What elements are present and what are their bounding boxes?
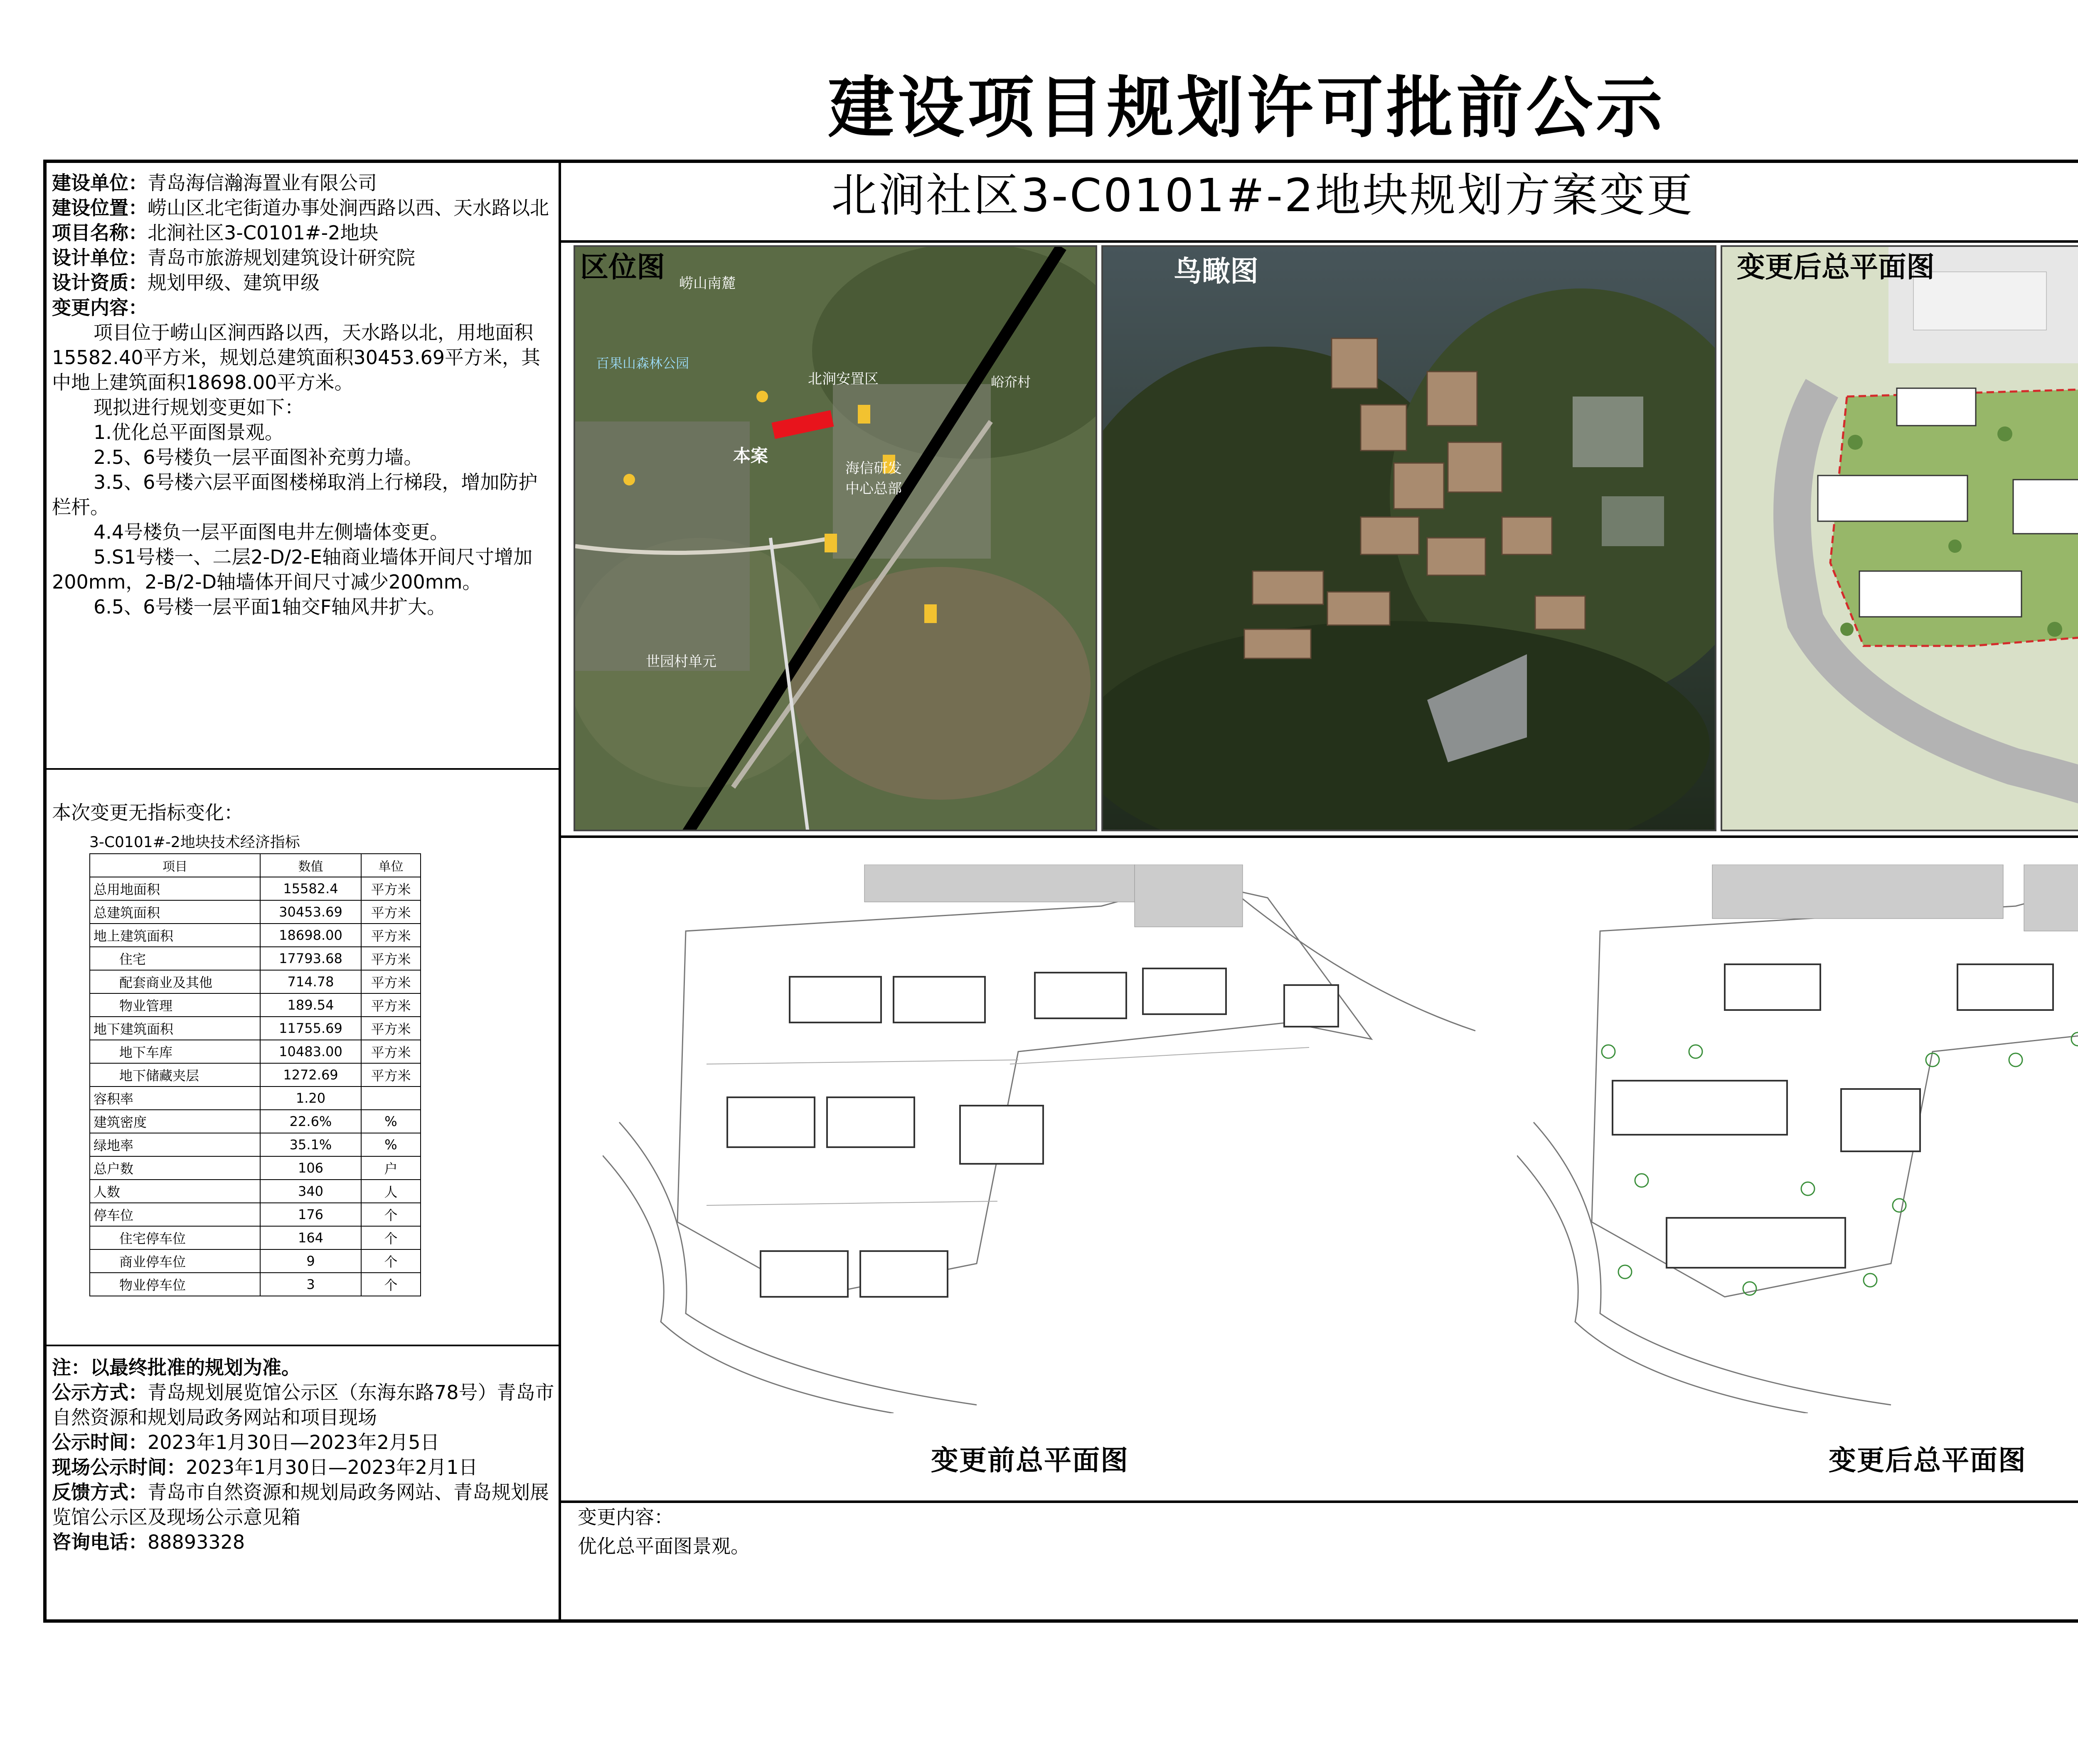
table-row — [90, 1063, 421, 1086]
notice-feedback: 反馈方式：青岛市自然资源和规划局政务网站、青岛规划展览馆公示区及现场公示意见箱 — [52, 1481, 549, 1528]
map-label-site: 本案 — [733, 446, 768, 466]
table-cell: 1.20 — [260, 1086, 361, 1110]
no-change-note: 本次变更无指标变化： — [52, 801, 243, 824]
table-cell: 人数 — [90, 1180, 260, 1203]
project-subtitle: 北涧社区3-C0101#-2地块规划方案变更 — [831, 169, 1694, 222]
aerial-view — [1101, 245, 1716, 831]
table-cell: 地下车库 — [90, 1040, 260, 1063]
table-cell: 15582.4 — [260, 877, 361, 900]
table-row — [90, 1133, 421, 1156]
change-box-content: 优化总平面图景观。 — [578, 1535, 750, 1557]
table-cell: 总用地面积 — [90, 877, 260, 900]
table-row — [90, 924, 421, 947]
map-label: 世园村单元 — [646, 653, 716, 670]
table-row — [90, 1226, 421, 1249]
table-cell: 地下建筑面积 — [90, 1017, 260, 1040]
table-cell: 164 — [260, 1226, 361, 1249]
change-item: 2.5、6号楼负一层平面图补充剪力墙。 — [94, 446, 423, 468]
location-map-label: 区位图 — [580, 251, 665, 284]
table-row — [90, 900, 421, 924]
table-cell: 平方米 — [361, 900, 421, 924]
table-cell: 平方米 — [361, 947, 421, 970]
table-cell: 11755.69 — [260, 1017, 361, 1040]
table-cell: 平方米 — [361, 877, 421, 900]
notice-onsite-period: 现场公示时间：2023年1月30日—2023年2月1日 — [52, 1456, 478, 1478]
table-row — [90, 877, 421, 900]
table-cell: 189.54 — [260, 993, 361, 1017]
table-cell: 3 — [260, 1273, 361, 1296]
map-label: 海信研发中心总部 — [845, 460, 902, 497]
notice-final: 注：以最终批准的规划为准。 — [52, 1356, 300, 1379]
table-row — [90, 1273, 421, 1296]
metrics-table — [89, 853, 421, 1296]
table-cell: 人 — [361, 1180, 421, 1203]
before-plan-title: 变更前总平面图 — [931, 1444, 1129, 1476]
table-cell: 176 — [260, 1203, 361, 1226]
satellite-map-graphic — [575, 247, 1097, 831]
notice-method: 公示方式：青岛规划展览馆公示区（东海东路78号）青岛市自然资源和规划局政务网站和项目现场 — [52, 1381, 554, 1429]
divider — [43, 768, 561, 770]
table-row — [90, 947, 421, 970]
table-cell: 户 — [361, 1156, 421, 1180]
after-cad-drawing — [1517, 865, 2078, 1413]
table-cell: 个 — [361, 1226, 421, 1249]
table-cell: 18698.00 — [260, 924, 361, 947]
table-row — [90, 1086, 421, 1110]
table-cell: % — [361, 1110, 421, 1133]
change-box-label: 变更内容： — [578, 1506, 673, 1528]
map-label: 崂山南麓 — [679, 275, 736, 292]
table-cell: 平方米 — [361, 1063, 421, 1086]
before-cad-drawing — [603, 865, 1517, 1413]
table-cell: 地上建筑面积 — [90, 924, 260, 947]
notice-block — [52, 1355, 555, 1555]
info-location: 建设位置：崂山区北宅街道办事处涧西路以西、天水路以北 — [52, 197, 549, 219]
table-cell: 22.6% — [260, 1110, 361, 1133]
aerial-view-label: 鸟瞰图 — [1174, 255, 1259, 288]
color-site-plan — [1721, 245, 2078, 831]
table-cell: 106 — [260, 1156, 361, 1180]
table-cell: 总户数 — [90, 1156, 260, 1180]
table-cell — [361, 1086, 421, 1110]
map-label: 百果山森林公园 — [596, 355, 689, 371]
color-site-plan-graphic — [1722, 247, 2078, 831]
table-row — [90, 1203, 421, 1226]
table-cell: 平方米 — [361, 924, 421, 947]
table-cell: 10483.00 — [260, 1040, 361, 1063]
aerial-render-graphic — [1103, 247, 1716, 831]
before-site-plan — [603, 865, 1517, 1413]
table-row — [90, 970, 421, 993]
table-header: 单位 — [361, 854, 421, 877]
table-header: 数值 — [260, 854, 361, 877]
table-row — [90, 1156, 421, 1180]
table-cell: 住宅 — [90, 947, 260, 970]
table-cell: 平方米 — [361, 993, 421, 1017]
change-item: 4.4号楼负一层平面图电井左侧墙体变更。 — [94, 521, 449, 543]
table-cell: 建筑密度 — [90, 1110, 260, 1133]
table-cell: 个 — [361, 1249, 421, 1273]
color-site-plan-label: 变更后总平面图 — [1737, 251, 1935, 284]
change-item: 3.5、6号楼六层平面图楼梯取消上行梯段，增加防护栏杆。 — [52, 471, 538, 518]
map-label: 北涧安置区 — [808, 371, 879, 387]
table-cell: 配套商业及其他 — [90, 970, 260, 993]
location-map — [574, 245, 1097, 831]
table-cell: 物业管理 — [90, 993, 260, 1017]
table-row — [90, 993, 421, 1017]
table-row — [90, 1249, 421, 1273]
table-row — [90, 1017, 421, 1040]
table-cell: 30453.69 — [260, 900, 361, 924]
after-site-plan — [1517, 865, 2078, 1413]
table-row — [90, 1110, 421, 1133]
table-cell: 平方米 — [361, 1040, 421, 1063]
change-intro: 现拟进行规划变更如下： — [94, 396, 304, 419]
table-cell: 个 — [361, 1273, 421, 1296]
info-builder: 建设单位：青岛海信瀚海置业有限公司 — [52, 172, 377, 194]
table-title: 3-C0101#-2地块技术经济指标 — [89, 834, 300, 851]
table-cell: 个 — [361, 1203, 421, 1226]
info-qualification: 设计资质：规划甲级、建筑甲级 — [52, 271, 320, 294]
table-cell: 17793.68 — [260, 947, 361, 970]
change-item: 5.S1号楼一、二层2-D/2-E轴商业墙体开间尺寸增加200mm，2-B/2-D轴墙体开间尺寸减少200mm。 — [52, 546, 533, 593]
table-header-row — [90, 854, 421, 877]
notice-period: 公示时间：2023年1月30日—2023年2月5日 — [52, 1431, 440, 1454]
project-info — [52, 170, 551, 619]
table-cell: 绿地率 — [90, 1133, 260, 1156]
notice-phone: 咨询电话：88893328 — [52, 1531, 245, 1553]
change-item: 6.5、6号楼一层平面1轴交F轴风井扩大。 — [94, 596, 446, 618]
page-title: 建设项目规划许可批前公示 — [827, 69, 1666, 147]
table-cell: 平方米 — [361, 1017, 421, 1040]
table-cell: 总建筑面积 — [90, 900, 260, 924]
change-item: 1.优化总平面图景观。 — [94, 421, 284, 443]
table-cell: 1272.69 — [260, 1063, 361, 1086]
table-cell: 平方米 — [361, 970, 421, 993]
table-cell: 商业停车位 — [90, 1249, 260, 1273]
table-cell: 340 — [260, 1180, 361, 1203]
info-project-name: 项目名称：北涧社区3-C0101#-2地块 — [52, 222, 379, 244]
info-designer: 设计单位：青岛市旅游规划建筑设计研究院 — [52, 246, 415, 269]
change-content-box — [561, 1500, 2078, 1623]
table-cell: 停车位 — [90, 1203, 260, 1226]
table-header: 项目 — [90, 854, 260, 877]
table-cell: 地下储藏夹层 — [90, 1063, 260, 1086]
info-change-label: 变更内容： — [52, 296, 148, 319]
after-plan-title: 变更后总平面图 — [1829, 1444, 2026, 1476]
table-cell: 容积率 — [90, 1086, 260, 1110]
divider — [43, 1345, 561, 1346]
table-row — [90, 1040, 421, 1063]
map-label: 峪夼村 — [991, 374, 1031, 390]
table-row — [90, 1180, 421, 1203]
table-cell: 714.78 — [260, 970, 361, 993]
table-cell: 住宅停车位 — [90, 1226, 260, 1249]
table-cell: 35.1% — [260, 1133, 361, 1156]
project-intro: 项目位于崂山区涧西路以西，天水路以北，用地面积15582.40平方米，规划总建筑面积30453.69平方米，其中地上建筑面积18698.00平方米。 — [52, 321, 540, 394]
table-cell: 物业停车位 — [90, 1273, 260, 1296]
table-cell: 9 — [260, 1249, 361, 1273]
table-cell: % — [361, 1133, 421, 1156]
